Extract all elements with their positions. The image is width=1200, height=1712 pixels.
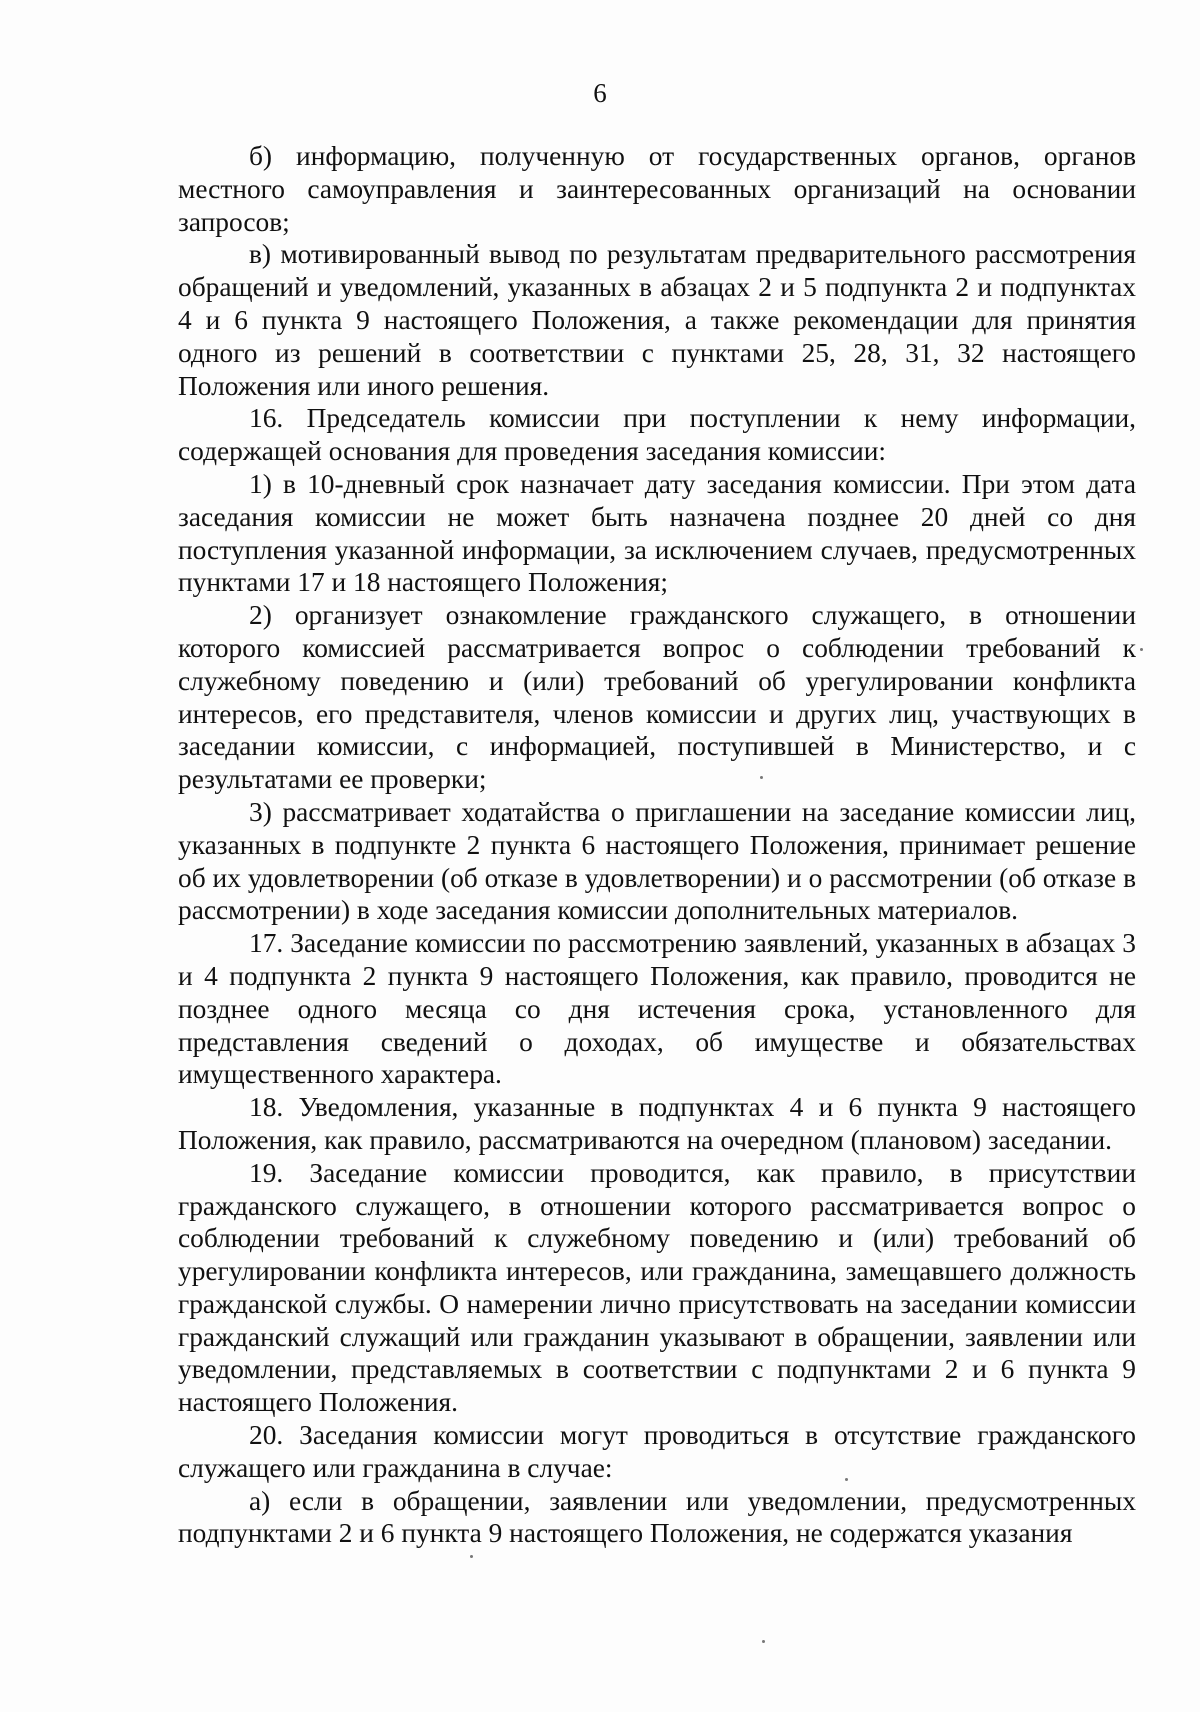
paragraph-18-notifications: 18. Уведомления, указанные в подпунктах 4 и 6 пункта 9 настоящего Положения, как правило, рассматриваются на очередном (плановом) заседании. <box>178 1092 1136 1155</box>
page-number: 6 <box>593 78 607 108</box>
scan-speck <box>1140 648 1143 651</box>
paragraph-16-1-meeting-date: 1) в 10-дневный срок назначает дату заседания комиссии. При этом дата заседания комиссии не может быть назначена позднее 20 дней со дня поступления указанной информации, за исключением случаев, предусмотренных пунктами 17 и 18 настоящего Положения; <box>178 468 1136 598</box>
document-body <box>178 140 1136 1550</box>
paragraph-b-information: б) информацию, полученную от государственных органов, органов местного самоуправления и заинтересованных организаций на основании запросов; <box>178 141 1136 237</box>
paragraph-16-2-familiarization: 2) организует ознакомление гражданского служащего, в отношении которого комиссией рассматривается вопрос о соблюдении требований к служебному поведению и (или) требований об урегулировании конфликта интересов, его представителя, членов комиссии и других лиц, участвующих в заседании комиссии, с информацией, поступившей в Министерство, и с результатами ее проверки; <box>178 600 1136 795</box>
paragraph-a-no-indication: а) если в обращении, заявлении или уведомлении, предусмотренных подпунктами 2 и 6 пункта 9 настоящего Положения, не содержатся указания <box>178 1485 1136 1549</box>
paragraph-20-absence: 20. Заседания комиссии могут проводиться в отсутствие гражданского служащего или гражданина в случае: <box>178 1420 1136 1483</box>
paragraph-17-applications: 17. Заседание комиссии по рассмотрению заявлений, указанных в абзацах 3 и 4 подпункта 2 пункта 9 настоящего Положения, как правило, проводится не позднее одного месяца со дня истечения срока, установленного для представления сведений о доходах, об имуществе и обязательствах имущественного характера. <box>178 928 1136 1090</box>
scan-speck <box>762 1640 765 1643</box>
paragraph-16-chairman: 16. Председатель комиссии при поступлении к нему информации, содержащей основания для проведения заседания комиссии: <box>178 403 1136 467</box>
paragraph-16-3-petitions: 3) рассматривает ходатайства о приглашении на заседание комиссии лиц, указанных в подпункте 2 пункта 6 настоящего Положения, принимает решение об их удовлетворении (об отказе в удовлетворении) и о рассмотрении (об отказе в рассмотрении) в ходе заседания комиссии дополнительных материалов. <box>178 796 1136 926</box>
paragraph-19-attendance: 19. Заседание комиссии проводится, как правило, в присутствии гражданского служащего, в отношении которого рассматривается вопрос о соблюдении требований к служебному поведению и (или) требований об урегулировании конфликта интересов, или гражданина, замещавшего должность гражданской службы. О намерении лично присутствовать на заседании комиссии гражданский служащий или гражданин указывают в обращении, заявлении или уведомлении, представляемых в соответствии с подпунктами 2 и 6 пункта 9 настоящего Положения. <box>178 1157 1136 1418</box>
scan-speck <box>470 1555 473 1558</box>
paragraph-v-motivated-conclusion: в) мотивированный вывод по результатам предварительного рассмотрения обращений и уведомлений, указанных в абзацах 2 и 5 подпункта 2 и подпунктах 4 и 6 пункта 9 настоящего Положения, а также рекомендации для принятия одного из решений в соответствии с пунктами 25, 28, 31, 32 настоящего Положения или иного решения. <box>178 239 1136 401</box>
scan-speck <box>760 776 763 779</box>
scan-speck <box>845 1478 848 1481</box>
